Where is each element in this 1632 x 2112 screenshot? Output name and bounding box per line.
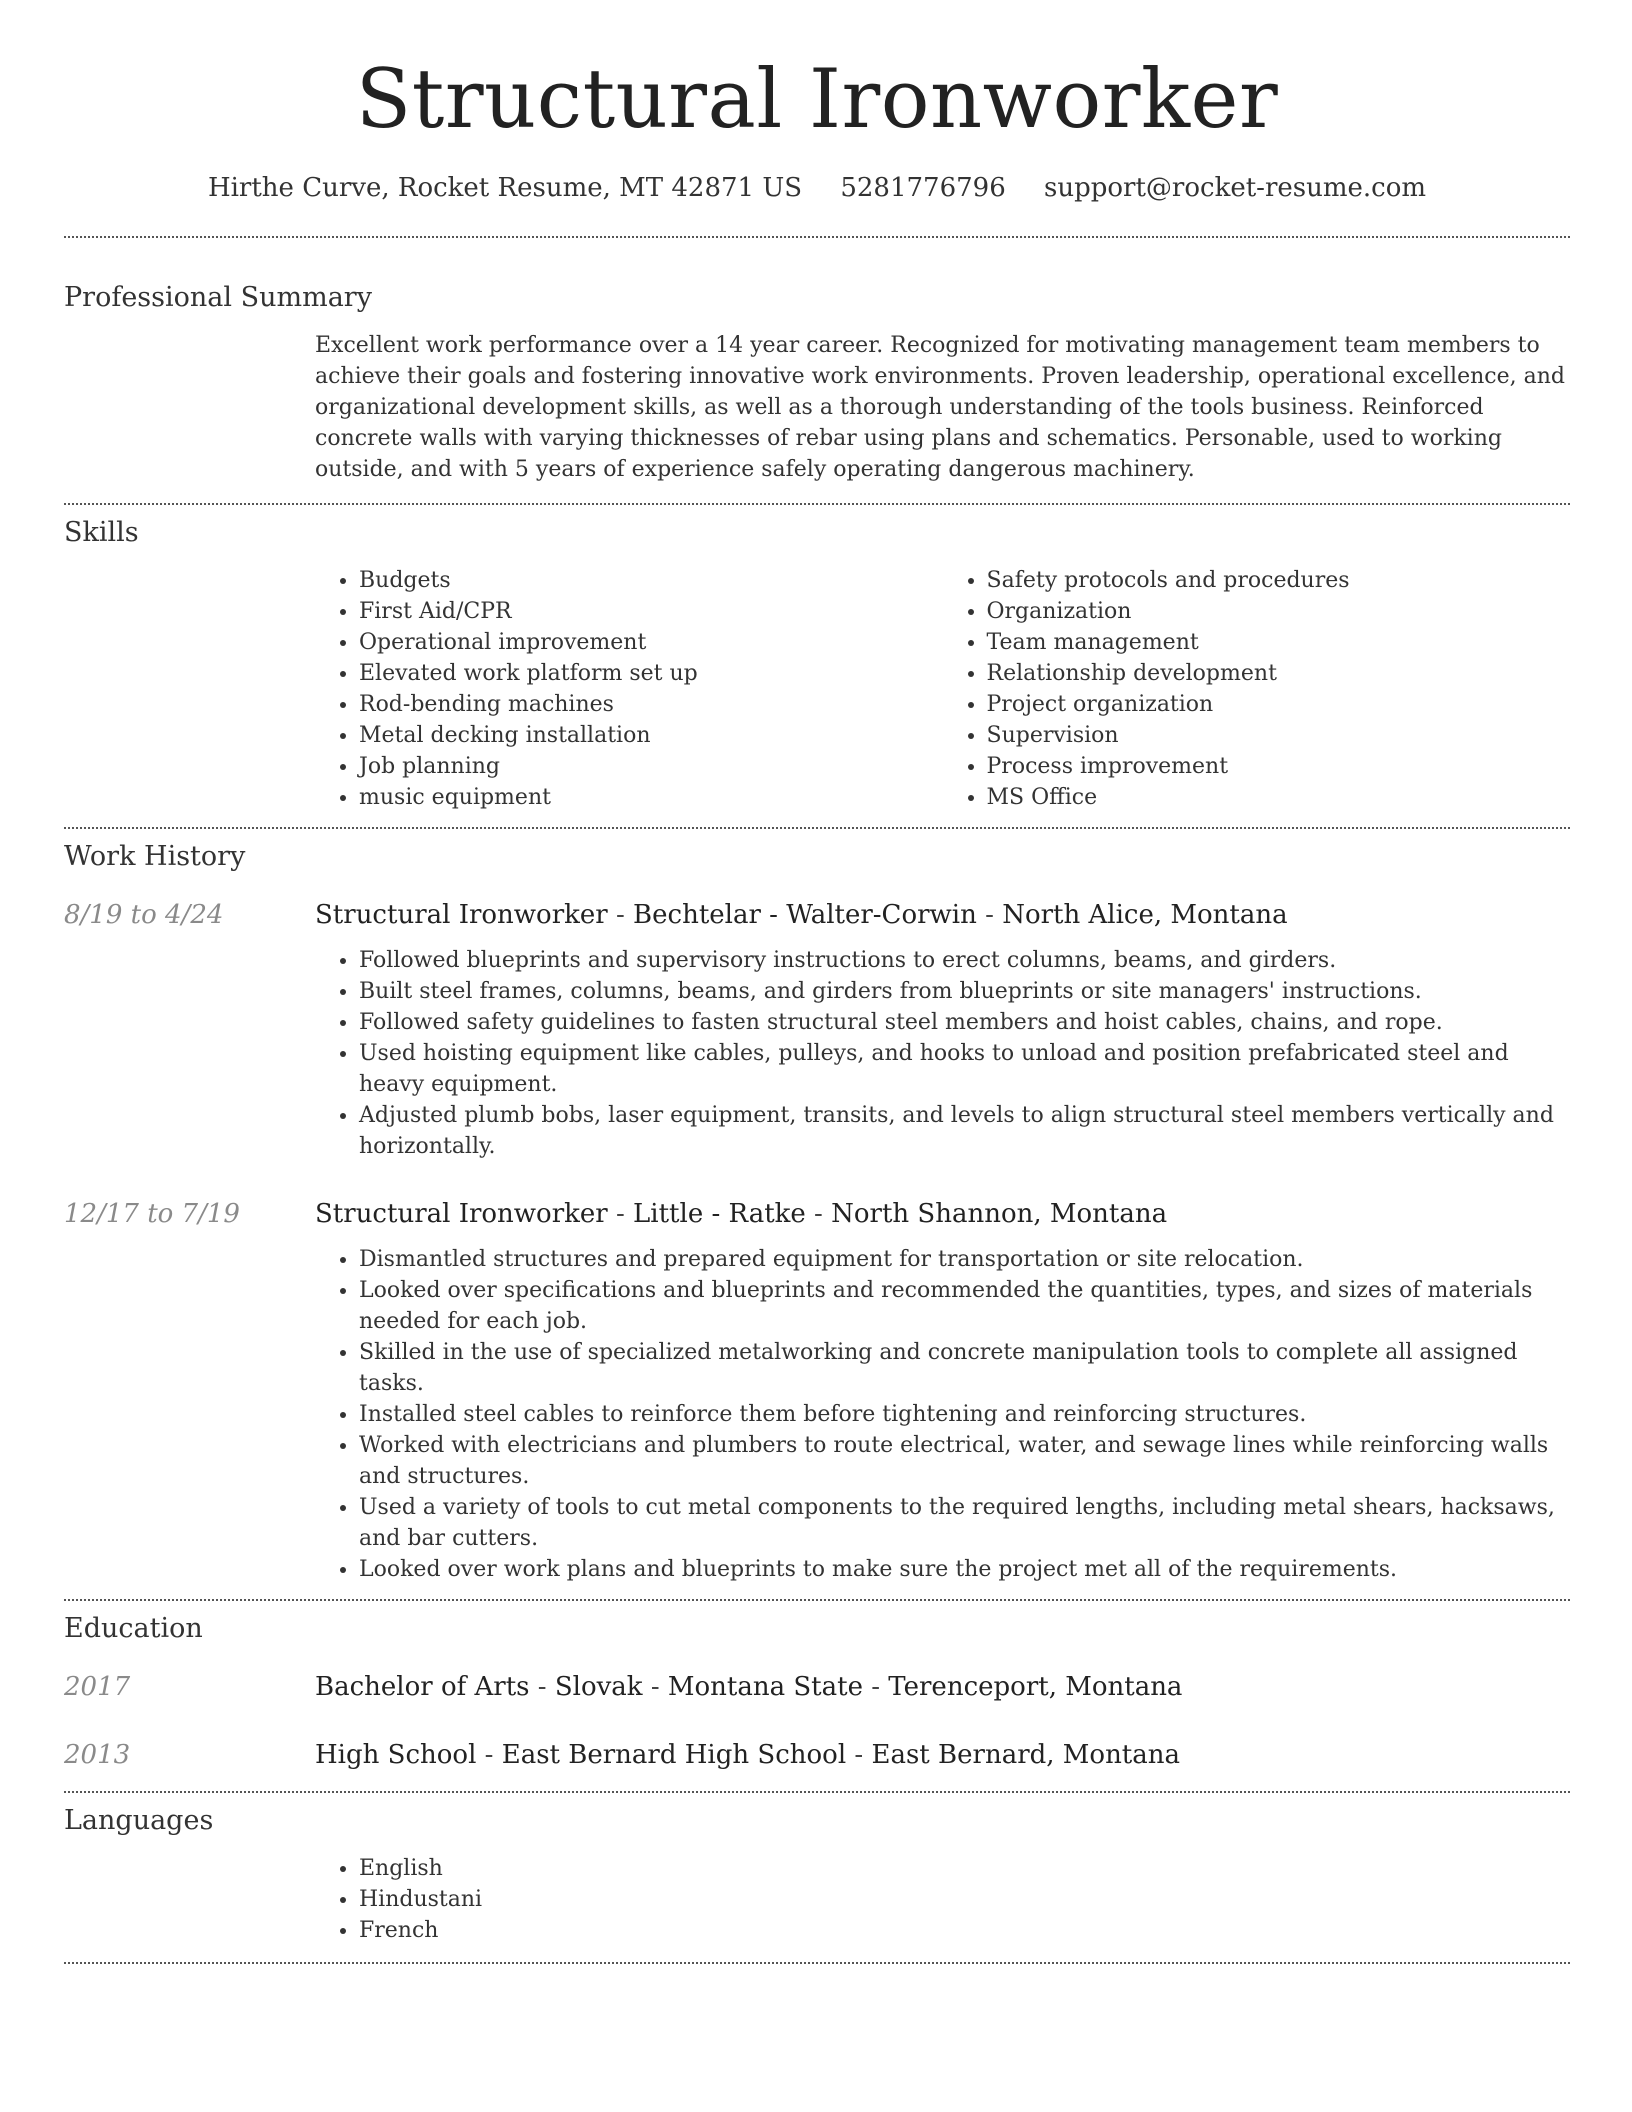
skill-item: • First Aid/CPR bbox=[359, 596, 943, 627]
contact-email: support@rocket-resume.com bbox=[1044, 173, 1427, 203]
education-heading-line: Bachelor of Arts - Slovak - Montana State - Terenceport, Montana bbox=[315, 1672, 1183, 1702]
education-heading-line: High School - East Bernard High School - East Bernard, Montana bbox=[315, 1740, 1181, 1770]
responsibility-item: • Adjusted plumb bobs, laser equipment, transits, and levels to align structural steel members vertically and horizontally. bbox=[359, 1100, 1570, 1162]
job-entry bbox=[64, 897, 1570, 1162]
job-header bbox=[64, 1196, 1570, 1232]
job-location: North Shannon, Montana bbox=[831, 1199, 1168, 1229]
languages-section bbox=[64, 1793, 1570, 1946]
job-title: Structural Ironworker bbox=[315, 1199, 608, 1229]
job-heading: Structural Ironworker - Little - Ratke - North Shannon, Montana bbox=[315, 1199, 1168, 1229]
job-responsibilities bbox=[315, 1244, 1570, 1585]
skills-list bbox=[315, 565, 1570, 813]
responsibility-item: • Followed safety guidelines to fasten structural steel members and hoist cables, chains, and rope. bbox=[359, 1007, 1570, 1038]
education-section bbox=[64, 1601, 1570, 1773]
summary-text: Excellent work performance over a 14 year career. Recognized for motivating management team members to achieve their goals and fostering innovative work environments. Proven leadership, operational excellence, and organizational development skills, as well as a thorough understanding of the tools business. Reinforced concrete walls with varying thicknesses of rebar using plans and schematics. Personable, used to working outside, and with 5 years of experience safely operating dangerous machinery. bbox=[315, 333, 1565, 482]
education-year: 2013 bbox=[64, 1740, 131, 1770]
work-history-section bbox=[64, 829, 1570, 1585]
responsibility-item: • Looked over work plans and blueprints to make sure the project met all of the requirements. bbox=[359, 1554, 1570, 1585]
skill-item: • Operational improvement bbox=[359, 627, 943, 658]
education-field: Slovak bbox=[554, 1672, 643, 1702]
skills-section bbox=[64, 505, 1570, 813]
skills-left-column bbox=[315, 565, 943, 813]
job-entry bbox=[64, 1196, 1570, 1585]
responsibility-item: • Skilled in the use of specialized metalworking and concrete manipulation tools to complete all assigned tasks. bbox=[359, 1337, 1570, 1399]
skill-item: • music equipment bbox=[359, 782, 943, 813]
job-company: Bechtelar - Walter-Corwin bbox=[633, 900, 977, 930]
education-heading: Education bbox=[64, 1613, 203, 1644]
job-location: North Alice, Montana bbox=[1002, 900, 1288, 930]
education-degree: Bachelor of Arts bbox=[315, 1672, 530, 1702]
skill-item: • Process improvement bbox=[987, 751, 1571, 782]
languages-heading: Languages bbox=[64, 1805, 214, 1836]
skill-item: • Relationship development bbox=[987, 658, 1571, 689]
skill-item: • Elevated work platform set up bbox=[359, 658, 943, 689]
responsibility-item: • Used a variety of tools to cut metal components to the required lengths, including metal shears, hacksaws, and bar cutters. bbox=[359, 1492, 1570, 1554]
education-degree: High School bbox=[315, 1740, 477, 1770]
education-location: Terenceport, Montana bbox=[888, 1672, 1183, 1702]
job-responsibilities bbox=[315, 945, 1570, 1162]
responsibility-item: • Built steel frames, columns, beams, and girders from blueprints or site managers' instructions. bbox=[359, 976, 1570, 1007]
contact-address: Hirthe Curve, Rocket Resume, MT 42871 US bbox=[207, 173, 803, 203]
skill-item: • Job planning bbox=[359, 751, 943, 782]
skill-item: • Team management bbox=[987, 627, 1571, 658]
education-entry bbox=[64, 1737, 1570, 1773]
responsibility-item: • Installed steel cables to reinforce them before tightening and reinforcing structures. bbox=[359, 1399, 1570, 1430]
responsibility-item: • Looked over specifications and blueprints and recommended the quantities, types, and sizes of materials needed for each job. bbox=[359, 1275, 1570, 1337]
skill-item: • Budgets bbox=[359, 565, 943, 596]
education-school: East Bernard High School bbox=[501, 1740, 847, 1770]
skill-item: • MS Office bbox=[987, 782, 1571, 813]
job-heading: Structural Ironworker - Bechtelar - Walter-Corwin - North Alice, Montana bbox=[315, 900, 1288, 930]
skill-item: • Project organization bbox=[987, 689, 1571, 720]
responsibility-item: • Dismantled structures and prepared equipment for transportation or site relocation. bbox=[359, 1244, 1570, 1275]
skill-item: • Supervision bbox=[987, 720, 1571, 751]
skill-item: • Safety protocols and procedures bbox=[987, 565, 1571, 596]
education-school: Montana State bbox=[667, 1672, 863, 1702]
summary-heading: Professional Summary bbox=[64, 282, 372, 313]
job-title: Structural Ironworker bbox=[315, 900, 608, 930]
candidate-name: Structural Ironworker bbox=[355, 53, 1279, 147]
summary-section bbox=[64, 238, 1570, 485]
job-company: Little - Ratke bbox=[633, 1199, 806, 1229]
responsibility-item: • Followed blueprints and supervisory instructions to erect columns, beams, and girders. bbox=[359, 945, 1570, 976]
skill-item: • Metal decking installation bbox=[359, 720, 943, 751]
skill-item: • Organization bbox=[987, 596, 1571, 627]
job-header bbox=[64, 897, 1570, 933]
skills-heading: Skills bbox=[64, 517, 139, 548]
education-year: 2017 bbox=[64, 1672, 131, 1702]
job-dates: 12/17 to 7/19 bbox=[64, 1199, 240, 1229]
language-item: • French bbox=[359, 1915, 1570, 1946]
language-item: • English bbox=[359, 1853, 1570, 1884]
resume-page bbox=[64, 0, 1570, 1964]
work-history-heading: Work History bbox=[64, 841, 246, 872]
job-dates: 8/19 to 4/24 bbox=[64, 900, 224, 930]
languages-list bbox=[315, 1853, 1570, 1946]
skills-right-column bbox=[943, 565, 1571, 813]
language-item: • Hindustani bbox=[359, 1884, 1570, 1915]
education-location: East Bernard, Montana bbox=[871, 1740, 1181, 1770]
contact-line bbox=[64, 170, 1570, 206]
responsibility-item: • Worked with electricians and plumbers to route electrical, water, and sewage lines while reinforcing walls and structures. bbox=[359, 1430, 1570, 1492]
responsibility-item: • Used hoisting equipment like cables, pulleys, and hooks to unload and position prefabricated steel and heavy equipment. bbox=[359, 1038, 1570, 1100]
skill-item: • Rod-bending machines bbox=[359, 689, 943, 720]
divider bbox=[64, 1962, 1570, 1964]
contact-phone: 5281776796 bbox=[840, 173, 1006, 203]
education-entry bbox=[64, 1669, 1570, 1705]
